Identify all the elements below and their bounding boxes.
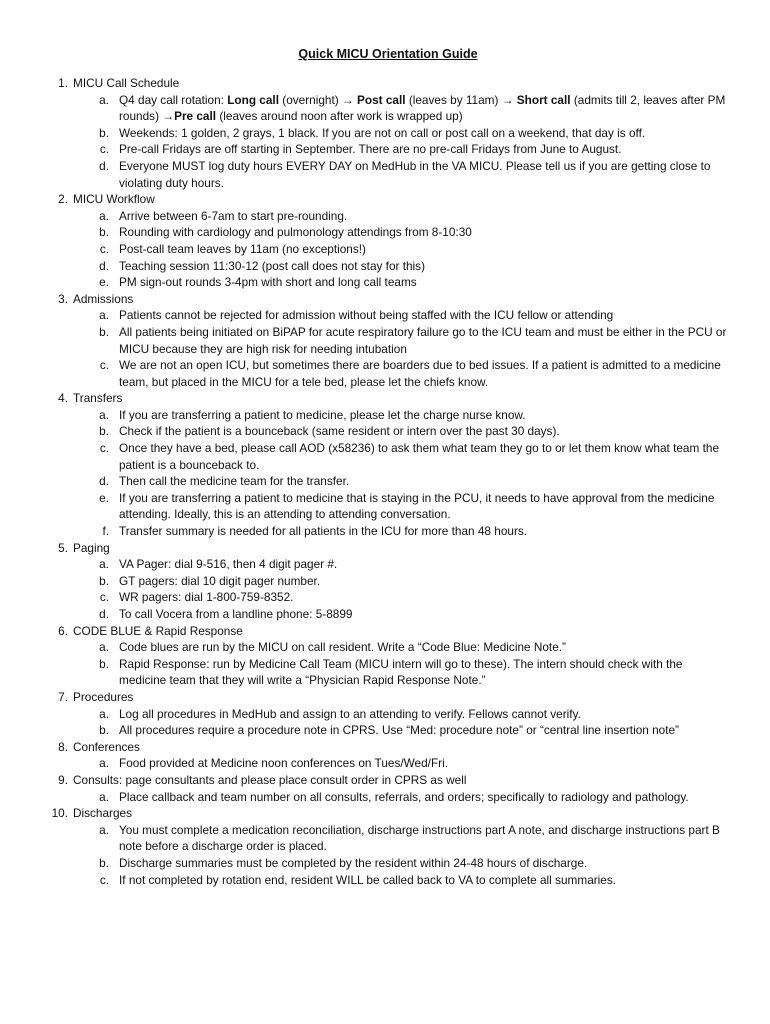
section-item — [46, 805, 730, 888]
section-number: 10. — [51, 806, 68, 821]
subitem-text — [119, 657, 682, 688]
bold-term: Long call — [227, 92, 279, 107]
section-title: MICU Call Schedule — [73, 76, 180, 90]
subitem-text — [119, 358, 721, 389]
text-segment: Discharge summaries must be completed by the resident within 24-48 hours of discharge. — [119, 855, 588, 870]
subitem-letter: a. — [99, 308, 109, 323]
text-segment: Q4 day call rotation: — [119, 92, 228, 107]
text-segment: (leaves by 11am) → — [405, 92, 517, 107]
subitem — [73, 523, 730, 540]
subitem-text — [119, 723, 679, 737]
text-segment: Food provided at Medicine noon conferences on Tues/Wed/Fri. — [119, 756, 448, 771]
text-segment: Check if the patient is a bounceback (same resident or intern over the past 30 days). — [119, 424, 560, 439]
subitem-text — [119, 873, 616, 887]
subitem-letter: c. — [99, 142, 109, 157]
section-item — [46, 623, 730, 689]
text-segment: Arrive between 6-7am to start pre-rounding. — [119, 208, 348, 223]
subitem — [73, 324, 730, 357]
subitem — [73, 606, 730, 623]
subitem-text — [119, 491, 714, 522]
section-item — [46, 772, 730, 805]
section-title: Conferences — [73, 739, 140, 754]
section-title: Consults: page consultants and please place consult order in CPRS as well — [73, 772, 467, 787]
subitem-list — [73, 755, 730, 772]
subitem — [73, 855, 730, 872]
text-segment: Rounding with cardiology and pulmonology attendings from 8-10:30 — [119, 225, 472, 240]
text-segment: Rapid Response: run by Medicine Call Team (MICU intern will go to these). The intern should check with the medicine team that they will write a “Physician Rapid Response Note.” — [119, 656, 683, 688]
text-segment: Code blues are run by the MICU on call resident. Write a “Code Blue: Medicine Note.” — [119, 640, 566, 655]
subitem-letter: b. — [99, 656, 109, 671]
subitem — [73, 258, 730, 275]
section-title: Admissions — [73, 291, 134, 306]
section-number: 1. — [58, 76, 68, 90]
subitem — [73, 208, 730, 225]
subitem-letter: a. — [99, 756, 109, 771]
subitem-text — [119, 424, 560, 438]
subitem-text — [119, 524, 527, 538]
subitem-letter: c. — [99, 358, 109, 373]
subitem — [73, 490, 730, 523]
subitem — [73, 722, 730, 739]
subitem-text — [119, 607, 352, 621]
text-segment: Transfer summary is needed for all patients in the ICU for more than 48 hours. — [119, 524, 528, 539]
text-segment: To call Vocera from a landline phone: 5-8899 — [119, 607, 353, 621]
subitem-text — [119, 93, 725, 124]
text-segment: Then call the medicine team for the transfer. — [119, 474, 350, 489]
subitem-text — [119, 707, 581, 721]
text-segment: Teaching session 11:30-12 (post call does not stay for this) — [119, 258, 426, 273]
section-number: 2. — [58, 192, 68, 207]
subitem-list — [73, 208, 730, 291]
subitem-text — [119, 574, 320, 588]
subitem-list — [73, 639, 730, 689]
section-item — [46, 390, 730, 539]
subitem-list — [73, 556, 730, 622]
text-segment: If not completed by rotation end, resident WILL be called back to VA to complete all summaries. — [119, 872, 617, 887]
subitem-letter: a. — [99, 706, 109, 721]
bold-term: Short call — [516, 92, 571, 107]
subitem-letter: b. — [99, 225, 109, 240]
subitem-letter: b. — [99, 125, 109, 140]
subitem — [73, 307, 730, 324]
section-number: 3. — [58, 291, 68, 306]
subitem-letter: a. — [99, 208, 109, 223]
subitem-letter: e. — [99, 275, 109, 290]
section-item — [46, 75, 730, 191]
section-title: CODE BLUE & Rapid Response — [73, 623, 243, 638]
bold-term: Pre call — [174, 109, 217, 124]
subitem — [73, 440, 730, 473]
subitem-text — [119, 126, 645, 140]
subitem-letter: e. — [99, 490, 109, 505]
text-segment: WR pagers: dial 1-800-759-8352. — [119, 590, 294, 605]
text-segment: Place callback and team number on all consults, referrals, and orders; specifically to radiology and pathology. — [119, 789, 689, 804]
section-title: Paging — [73, 540, 110, 555]
text-segment: Everyone MUST log duty hours EVERY DAY on MedHub in the VA MICU. Please tell us if you are getting close to violating duty hours. — [119, 158, 711, 190]
text-segment: If you are transferring a patient to medicine, please let the charge nurse know. — [119, 407, 526, 422]
text-segment: If you are transferring a patient to medicine that is staying in the PCU, it needs to have approval from the medicine attending. Ideally, this is an attending to attending conversation. — [119, 490, 715, 522]
text-segment: VA Pager: dial 9-516, then 4 digit pager #. — [119, 557, 338, 572]
subitem — [73, 241, 730, 258]
section-number: 7. — [58, 689, 68, 704]
subitem — [73, 407, 730, 424]
subitem-letter: b. — [99, 324, 109, 339]
subitem-letter: b. — [99, 855, 109, 870]
text-segment: Post-call team leaves by 11am (no exceptions!) — [119, 241, 366, 256]
subitem-letter: a. — [99, 92, 109, 107]
text-segment: All procedures require a procedure note in CPRS. Use “Med: procedure note” or “central line insertion note” — [119, 723, 679, 738]
section-title: MICU Workflow — [73, 192, 155, 207]
subitem-letter: a. — [99, 407, 109, 422]
text-segment: GT pagers: dial 10 digit pager number. — [119, 573, 321, 588]
subitem — [73, 224, 730, 241]
subitem — [73, 556, 730, 573]
subitem — [73, 872, 730, 889]
subitem — [73, 589, 730, 606]
subitem-text — [119, 823, 720, 854]
text-segment: Log all procedures in MedHub and assign to an attending to verify. Fellows cannot verify. — [119, 706, 581, 721]
text-segment: We are not an open ICU, but sometimes there are boarders due to bed issues. If a patient is admitted to a medicine team, but placed in the MICU for a tele bed, please let the chiefs know. — [119, 358, 721, 389]
subitem-text — [119, 856, 587, 870]
subitem — [73, 125, 730, 142]
subitem-letter: a. — [99, 822, 109, 837]
subitem-text — [119, 308, 613, 322]
section-title: Transfers — [73, 391, 123, 406]
section-number: 6. — [58, 623, 68, 638]
text-segment: (leaves around noon after work is wrapped up) — [216, 109, 463, 124]
section-item — [46, 540, 730, 623]
subitem-text — [119, 790, 689, 804]
subitem-text — [119, 474, 349, 488]
subitem-text — [119, 408, 526, 422]
subitem-letter: a. — [99, 789, 109, 804]
section-item — [46, 191, 730, 291]
text-segment: You must complete a medication reconciliation, discharge instructions part A note, and discharge instructions part B note before a discharge order is placed. — [119, 822, 720, 854]
section-item — [46, 689, 730, 739]
subitem-text — [119, 325, 726, 356]
subitem-text — [119, 225, 472, 239]
subitem-text — [119, 557, 337, 571]
text-segment: (admits till 2, leaves after PM rounds) → — [119, 92, 726, 124]
subitem-list — [73, 822, 730, 888]
section-number: 8. — [58, 739, 68, 754]
text-segment: PM sign-out rounds 3-4pm with short and long call teams — [119, 275, 417, 290]
subitem — [73, 706, 730, 723]
subitem — [73, 274, 730, 291]
section-list — [46, 75, 730, 888]
text-segment: All patients being initiated on BiPAP for acute respiratory failure go to the ICU team and must be either in the PCU or MICU because they are high risk for needing intubation — [119, 324, 727, 356]
subitem-text — [119, 275, 417, 289]
subitem — [73, 573, 730, 590]
subitem-text — [119, 242, 366, 256]
subitem-text — [119, 159, 710, 190]
subitem — [73, 755, 730, 772]
subitem-letter: f. — [102, 524, 109, 539]
subitem-text — [119, 590, 293, 604]
subitem-list — [73, 789, 730, 806]
subitem-list — [73, 92, 730, 192]
subitem — [73, 639, 730, 656]
subitem-text — [119, 640, 566, 654]
subitem-letter: b. — [99, 573, 109, 588]
subitem-letter: c. — [99, 872, 109, 887]
section-item — [46, 291, 730, 391]
section-number: 5. — [58, 540, 68, 555]
subitem-letter: d. — [99, 474, 109, 489]
subitem-letter: a. — [99, 640, 109, 655]
subitem — [73, 158, 730, 191]
subitem — [73, 357, 730, 390]
subitem-letter: d. — [99, 607, 109, 621]
bold-term: Post call — [357, 92, 406, 107]
section-item — [46, 739, 730, 772]
section-title: Procedures — [73, 689, 134, 704]
section-number: 4. — [58, 391, 68, 406]
subitem-text — [119, 209, 347, 223]
subitem-letter: c. — [99, 241, 109, 256]
subitem — [73, 92, 730, 125]
subitem-text — [119, 441, 719, 472]
subitem-list — [73, 407, 730, 540]
subitem — [73, 822, 730, 855]
text-segment: Pre-call Fridays are off starting in September. There are no pre-call Fridays from June to August. — [119, 142, 622, 157]
document-title: Quick MICU Orientation Guide — [298, 47, 478, 61]
subitem-list — [73, 706, 730, 739]
subitem — [73, 141, 730, 158]
subitem — [73, 473, 730, 490]
subitem-letter: c. — [99, 441, 109, 456]
subitem-letter: b. — [99, 424, 109, 439]
text-segment: Weekends: 1 golden, 2 grays, 1 black. If you are not on call or post call on a weekend, that day is off. — [119, 125, 646, 140]
subitem-text — [119, 142, 621, 156]
subitem — [73, 789, 730, 806]
subitem-letter: b. — [99, 723, 109, 738]
subitem-letter: d. — [99, 158, 109, 173]
subitem-list — [73, 307, 730, 390]
subitem — [73, 423, 730, 440]
subitem-text — [119, 756, 448, 770]
text-segment: Once they have a bed, please call AOD (x58236) to ask them what team they go to or let them know what team the patient is a bounceback to. — [119, 441, 719, 472]
subitem-text — [119, 259, 425, 273]
text-segment: (overnight) → — [278, 92, 358, 107]
subitem-letter: c. — [99, 590, 109, 605]
section-title: Discharges — [73, 806, 133, 821]
subitem-letter: d. — [99, 258, 109, 273]
text-segment: Patients cannot be rejected for admission without being staffed with the ICU fellow or attending — [119, 308, 614, 323]
subitem — [73, 656, 730, 689]
section-number: 9. — [58, 772, 68, 787]
subitem-letter: a. — [99, 557, 109, 572]
